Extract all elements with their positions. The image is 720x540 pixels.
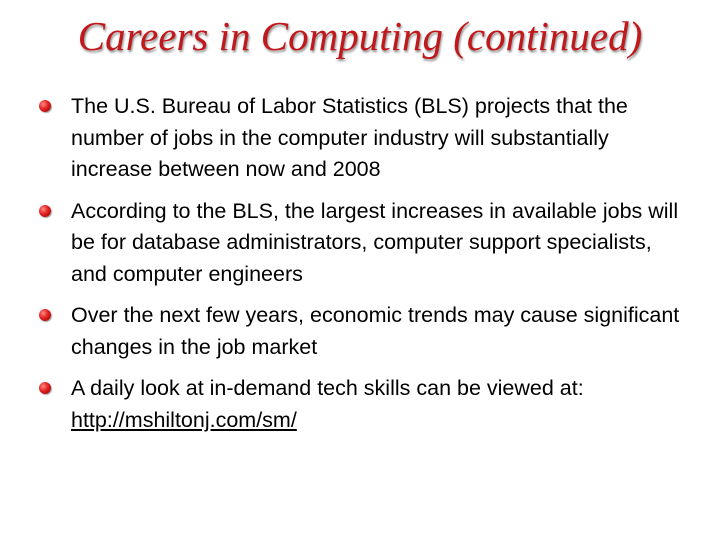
bullet-item [38, 300, 688, 363]
bullet-text: The U.S. Bureau of Labor Statistics (BLS) projects that the number of jobs in the computer industry will substantially increase between now and 2008 [71, 94, 628, 181]
skills-link[interactable]: http://mshiltonj.com/sm/ [71, 407, 297, 432]
bullet-text: A daily look at in-demand tech skills can be viewed at: [71, 376, 584, 400]
bullet-item [38, 373, 688, 436]
bullet-list [38, 91, 688, 446]
bullet-item [38, 196, 688, 291]
bullet-item [38, 91, 688, 186]
red-sphere-bullet-icon [39, 309, 51, 321]
red-sphere-bullet-icon [39, 205, 51, 217]
red-sphere-bullet-icon [39, 382, 51, 394]
bullet-text: Over the next few years, economic trends may cause significant changes in the job market [71, 303, 680, 359]
slide-title: Careers in Computing (continued) [77, 13, 643, 59]
bullet-text: According to the BLS, the largest increases in available jobs will be for database administrators, computer support specialists, and computer engineers [71, 198, 679, 286]
red-sphere-bullet-icon [39, 100, 51, 112]
